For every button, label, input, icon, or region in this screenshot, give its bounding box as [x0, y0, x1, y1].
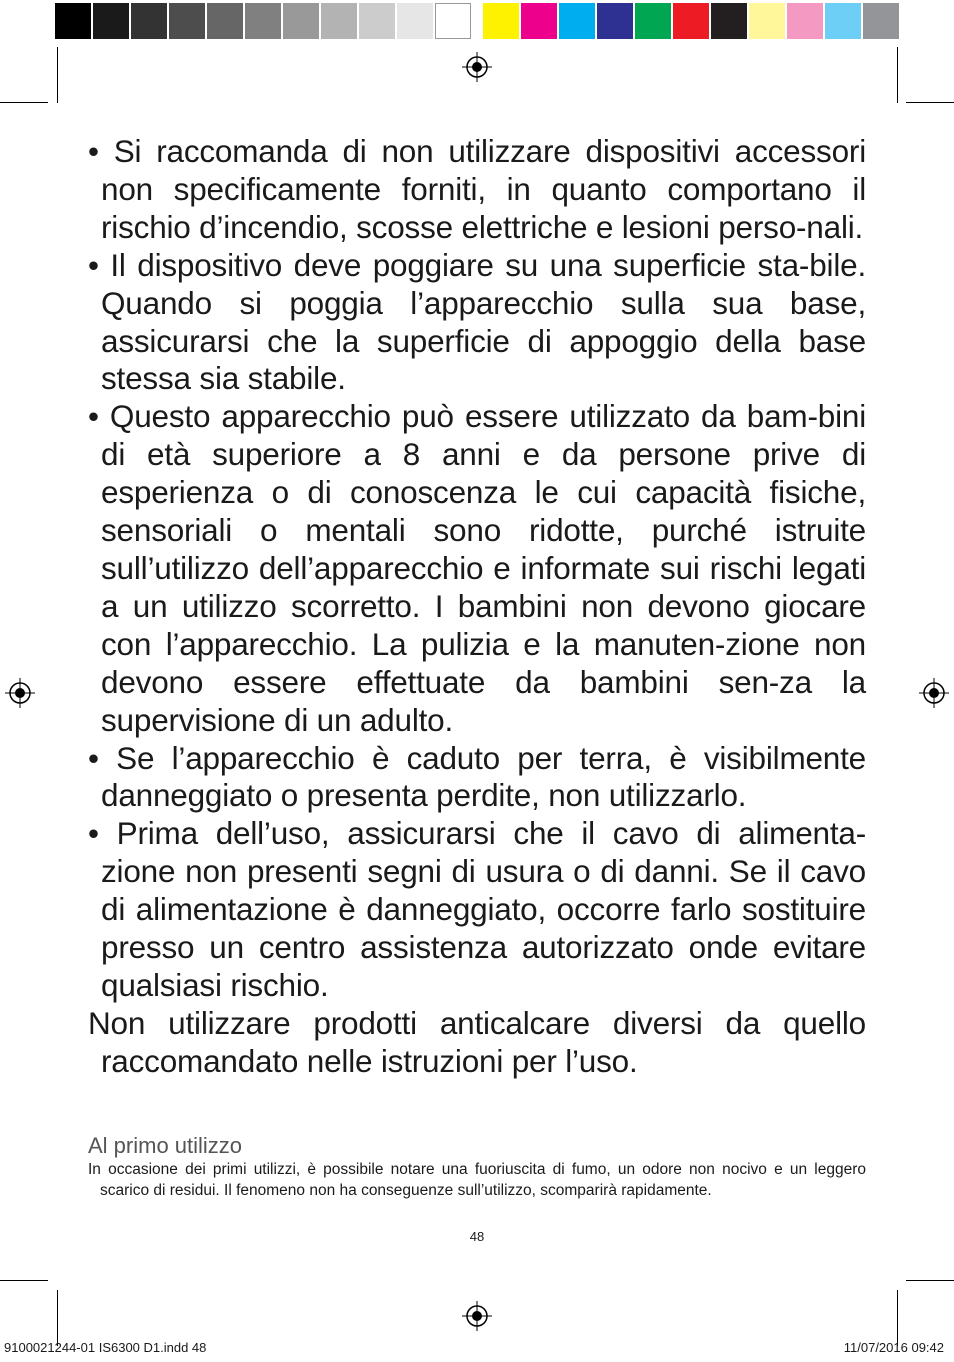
- color-swatch: [55, 3, 91, 39]
- color-swatch: [787, 3, 823, 39]
- crop-mark: [0, 1280, 48, 1281]
- safety-instructions: [88, 133, 866, 1081]
- crop-mark: [906, 102, 954, 103]
- color-swatch: [635, 3, 671, 39]
- color-swatch: [207, 3, 243, 39]
- color-swatch: [245, 3, 281, 39]
- color-swatch: [863, 3, 899, 39]
- registration-mark-icon: [462, 52, 492, 82]
- color-swatch: [359, 3, 395, 39]
- color-calibration-bar: [55, 3, 901, 39]
- color-swatch: [825, 3, 861, 39]
- crop-mark: [906, 1280, 954, 1281]
- registration-mark-icon: [462, 1301, 492, 1331]
- crop-mark: [897, 47, 898, 103]
- color-swatch: [597, 3, 633, 39]
- section-body: In occasione dei primi utilizzi, è possibile notare una fuoriuscita di fumo, un odore non nocivo e un leggero scarico di residui. Il fenomeno non ha conseguenze sull’utilizzo, scomparirà rapidamente.: [88, 1161, 866, 1199]
- section-title: Al primo utilizzo: [88, 1133, 243, 1158]
- color-swatch: [321, 3, 357, 39]
- bullet-item: • Se l’apparecchio è caduto per terra, è visibilmente danneggiato o presenta perdite, non utilizzarlo.: [88, 739, 866, 814]
- color-swatch: [283, 3, 319, 39]
- footer-file-name: 9100021244-01 IS6300 D1.indd 48: [4, 1340, 207, 1355]
- bullet-item: • Il dispositivo deve poggiare su una superficie sta-bile. Quando si poggia l’apparecchio sulla sua base, assicurarsi che la superficie di appoggio della base stessa sia stabile.: [88, 246, 866, 397]
- color-swatch: [397, 3, 433, 39]
- color-swatch: [673, 3, 709, 39]
- bullet-item: • Si raccomanda di non utilizzare dispositivi accessori non specificamente forniti, in quanto comportano il rischio d’incendio, scosse elettriche e lesioni perso-nali.: [88, 133, 866, 245]
- registration-mark-icon: [919, 678, 949, 708]
- color-swatch: [521, 3, 557, 39]
- color-swatch: [483, 3, 519, 39]
- footer-datetime: 11/07/2016 09:42: [843, 1340, 944, 1355]
- safety-bullet-list: [88, 133, 866, 1081]
- color-swatch: [93, 3, 129, 39]
- color-swatch: [559, 3, 595, 39]
- registration-mark-icon: [5, 678, 35, 708]
- color-swatch: [749, 3, 785, 39]
- bullet-item: • Prima dell’uso, assicurarsi che il cavo di alimenta-zione non presenti segni di usura o di danni. Se il cavo di alimentazione è danneggiato, occorre farlo sostituire presso un centro assistenza autorizzato onde evitare qualsiasi rischio.: [88, 815, 866, 1003]
- bullet-item: • Questo apparecchio può essere utilizzato da bam-bini di età superiore a 8 anni e da persone prive di esperienza o di conoscenza le cui capacità fisiche, sensoriali o mentali sono ridotte, purché istruite sull’utilizzo dell’apparecchio e informate sui rischi legati a un utilizzo scorretto. I bambini non devono giocare con l’apparecchio. La pulizia e la manuten-zione non devono essere effettuate da bambini sen-za la supervisione di un adulto.: [88, 398, 866, 738]
- color-swatch: [435, 3, 471, 39]
- crop-mark: [57, 1290, 58, 1346]
- bullet-item: Non utilizzare prodotti anticalcare diversi da quello raccomandato nelle istruzioni per l’uso.: [88, 1004, 866, 1079]
- crop-mark: [0, 102, 48, 103]
- first-use-section: [88, 1133, 866, 1201]
- color-swatch: [711, 3, 747, 39]
- crop-mark: [897, 1290, 898, 1346]
- crop-mark: [57, 47, 58, 103]
- color-bar-gap: [473, 3, 483, 39]
- color-swatch: [169, 3, 205, 39]
- color-swatch: [131, 3, 167, 39]
- page-number: 48: [469, 1229, 485, 1244]
